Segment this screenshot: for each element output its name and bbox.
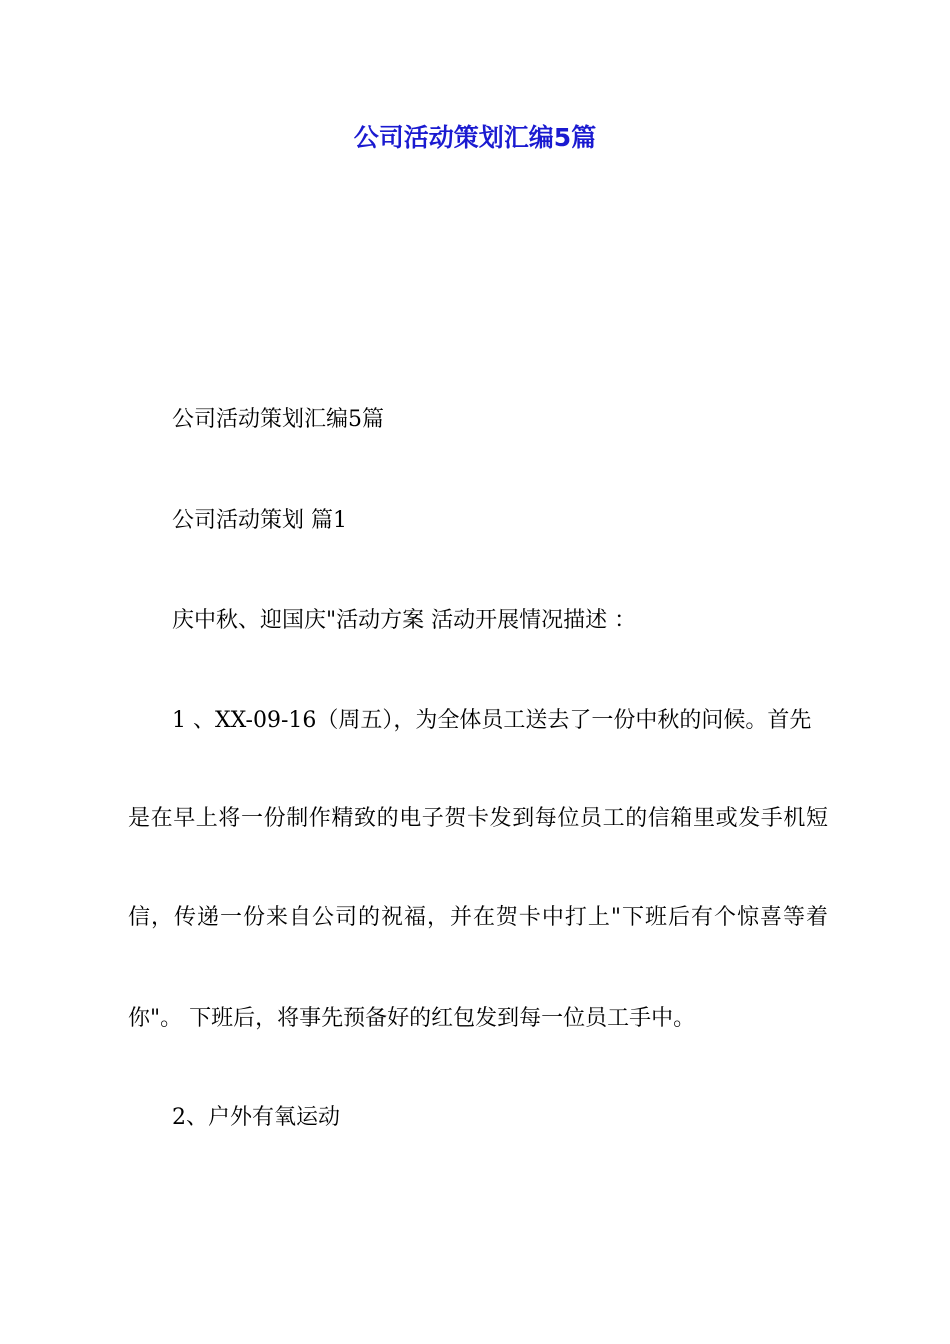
paragraph-heading: 公司活动策划汇编5篇 — [172, 407, 384, 432]
section-heading: 公司活动策划 篇1 — [172, 508, 347, 533]
paragraph-line-4: 你"。 下班后，将事先预备好的红包发到每一位员工手中。 — [128, 1006, 696, 1031]
paragraph-line-3: 信，传递一份来自公司的祝福，并在贺卡中打上"下班后有个惊喜等着 — [128, 905, 828, 930]
paragraph-line-2: 是在早上将一份制作精致的电子贺卡发到每位员工的信箱里或发手机短 — [128, 806, 828, 831]
document-title: 公司活动策划汇编5篇 — [353, 123, 597, 152]
paragraph-outdoor: 2、户外有氧运动 — [172, 1105, 340, 1130]
paragraph-line-1: 1 、XX-09-16（周五），为全体员工送去了一份中秋的问候。首先 — [172, 708, 812, 733]
paragraph-activity-plan: 庆中秋、迎国庆"活动方案 活动开展情况描述 ： — [172, 608, 637, 633]
